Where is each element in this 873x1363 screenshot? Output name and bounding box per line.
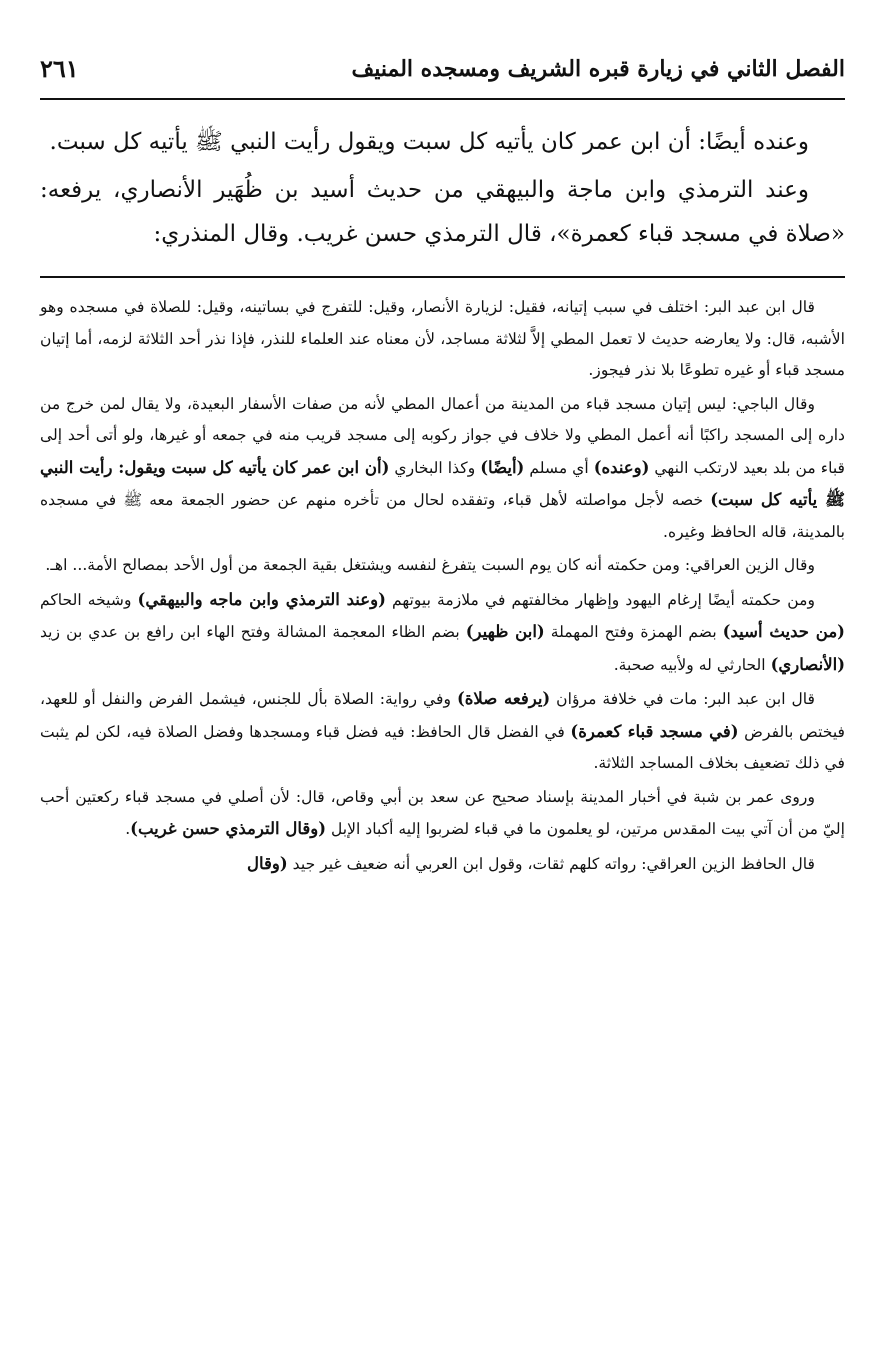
- main-paragraph: وعنده أيضًا: أن ابن عمر كان يأتيه كل سبت ويقول رأيت النبي ﷺ يأتيه كل سبت.: [49, 129, 809, 155]
- commentary-text: في الفضل قال الحافظ: فيه فضل قباء ومسجدها وفضل الصلاة فيه، لكن لم يثبت في ذلك تضعيف بخلاف المساجد الثلاثة.: [40, 722, 845, 772]
- commentary-paragraph: [40, 584, 845, 682]
- commentary-text: بضم الهمزة وفتح المهملة: [544, 623, 723, 641]
- page-header: [40, 50, 845, 100]
- quoted-text: (وقال الترمذي حسن غريب): [130, 819, 327, 838]
- commentary-text: أي مسلم: [524, 458, 594, 477]
- commentary-paragraph: [40, 848, 845, 881]
- commentary-paragraph: [40, 292, 845, 387]
- quoted-text: (الأنصاري): [770, 654, 845, 674]
- commentary-paragraph: [40, 782, 845, 846]
- quoted-text: (وعنده): [593, 457, 650, 477]
- commentary-text: وروى عمر بن شبة في أخبار المدينة بإسناد صحيح عن سعد بن أبي وقاص، قال: لأن أصلي في مسجد قباء ركعتين أحب إليّ من أن آتي بيت المقدس مرتين، لو يعلمون ما في قباء لضربوا إليه أكباد الإبل: [40, 787, 845, 838]
- quoted-text: (ابن ظهير): [465, 622, 545, 641]
- page-number: ٢٦١: [40, 54, 79, 83]
- quoted-text: (في مسجد قباء كعمرة): [570, 721, 739, 741]
- commentary-paragraph: [40, 683, 845, 780]
- main-paragraph: وعند الترمذي وابن ماجة والبيهقي من حديث أسيد بن ظُهَير الأنصاري، يرفعه: «صلاة في مسجد قباء كعمرة»، قال الترمذي حسن غريب. وقال المنذري:: [40, 177, 845, 247]
- commentary-text: وشيخه الحاكم: [40, 590, 138, 609]
- commentary-text: الحارثي له ولأبيه صحبة.: [613, 655, 771, 674]
- commentary-text: قال ابن عبد البر: اختلف في سبب إتيانه، فقيل: لزيارة الأنصار، وقيل: للتفرج في بساتينه، وقيل: للصلاة في مسجده وهو الأشبه، قال: ولا يعارضه حديث لا تعمل المطي إلاَّ لثلاثة مساجد، لأن معناه عند العلماء للنذر، فإذا نذر أحد الثلاثة لزمه، أما إتيان مسجد قباء أو غيره تطوعًا بلا نذر فيجوز.: [40, 298, 845, 379]
- commentary: [40, 292, 845, 880]
- quoted-text: (من حديث أسيد): [722, 622, 845, 641]
- commentary-paragraph: [40, 389, 845, 549]
- commentary-text: ومن حكمته أيضًا إرغام اليهود وإظهار مخالفتهم في ملازمة بيوتهم: [385, 590, 815, 609]
- quoted-text: (أيضًا): [480, 457, 525, 477]
- commentary-text: قال ابن عبد البر: مات في خلافة مرؤان: [550, 690, 816, 708]
- running-title: الفصل الثاني في زيارة قبره الشريف ومسجده المنيف: [351, 56, 845, 82]
- commentary-text: خصه لأجل مواصلته لأهل قباء، وتفقده لحال من تأخره منهم عن حضور الجمعة معه ﷺ في مسجده بالمدينة، قاله الحافظ وغيره.: [40, 491, 845, 541]
- commentary-text: وفي رواية: الصلاة بأل للجنس، فيشمل الفرض والنفل أو للعهد، فيختص بالفرض: [40, 690, 846, 741]
- commentary-text: قال الحافظ الزين العراقي: رواته كلهم ثقات، وقول ابن العربي أنه ضعيف غير جيد: [287, 854, 815, 873]
- quoted-text: (وقال: [247, 853, 288, 873]
- commentary-text: وكذا البخاري: [389, 458, 481, 477]
- quoted-text: (أن ابن عمر كان يأتيه كل سبت ويقول: رأيت النبي ﷺ يأتيه كل سبت): [40, 457, 845, 509]
- footnote-separator: [40, 276, 845, 278]
- commentary-paragraph: [40, 550, 845, 582]
- commentary-text: .: [125, 820, 131, 838]
- commentary-text: بضم الظاء المعجمة المشالة وفتح الهاء ابن رافع بن عدي بن زيد: [40, 623, 466, 641]
- main-text: [40, 120, 845, 256]
- commentary-text: وقال الباجي: ليس إتيان مسجد قباء من المدينة من أعمال المطي لأنه من صفات الأسفار البعيدة، ولا يقال لمن خرج من داره إلى المسجد راكبًا أنه أعمل المطي ولا خلاف في جواز ركوبه إلى مسجد قريب منه في جمعه أو غيرها، ولو أتى أحد إلى قباء من بلد بعيد لارتكب النهي: [40, 394, 846, 477]
- book-page: [40, 50, 845, 882]
- quoted-text: (وعند الترمذي وابن ماجه والبيهقي): [137, 589, 386, 609]
- quoted-text: (يرفعه صلاة): [456, 689, 551, 708]
- commentary-text: وقال الزين العراقي: ومن حكمته أنه كان يوم السبت يتفرغ لنفسه ويشتغل بقية الجمعة من أول الأحد بمصالح الأمة... اهـ.: [45, 556, 815, 574]
